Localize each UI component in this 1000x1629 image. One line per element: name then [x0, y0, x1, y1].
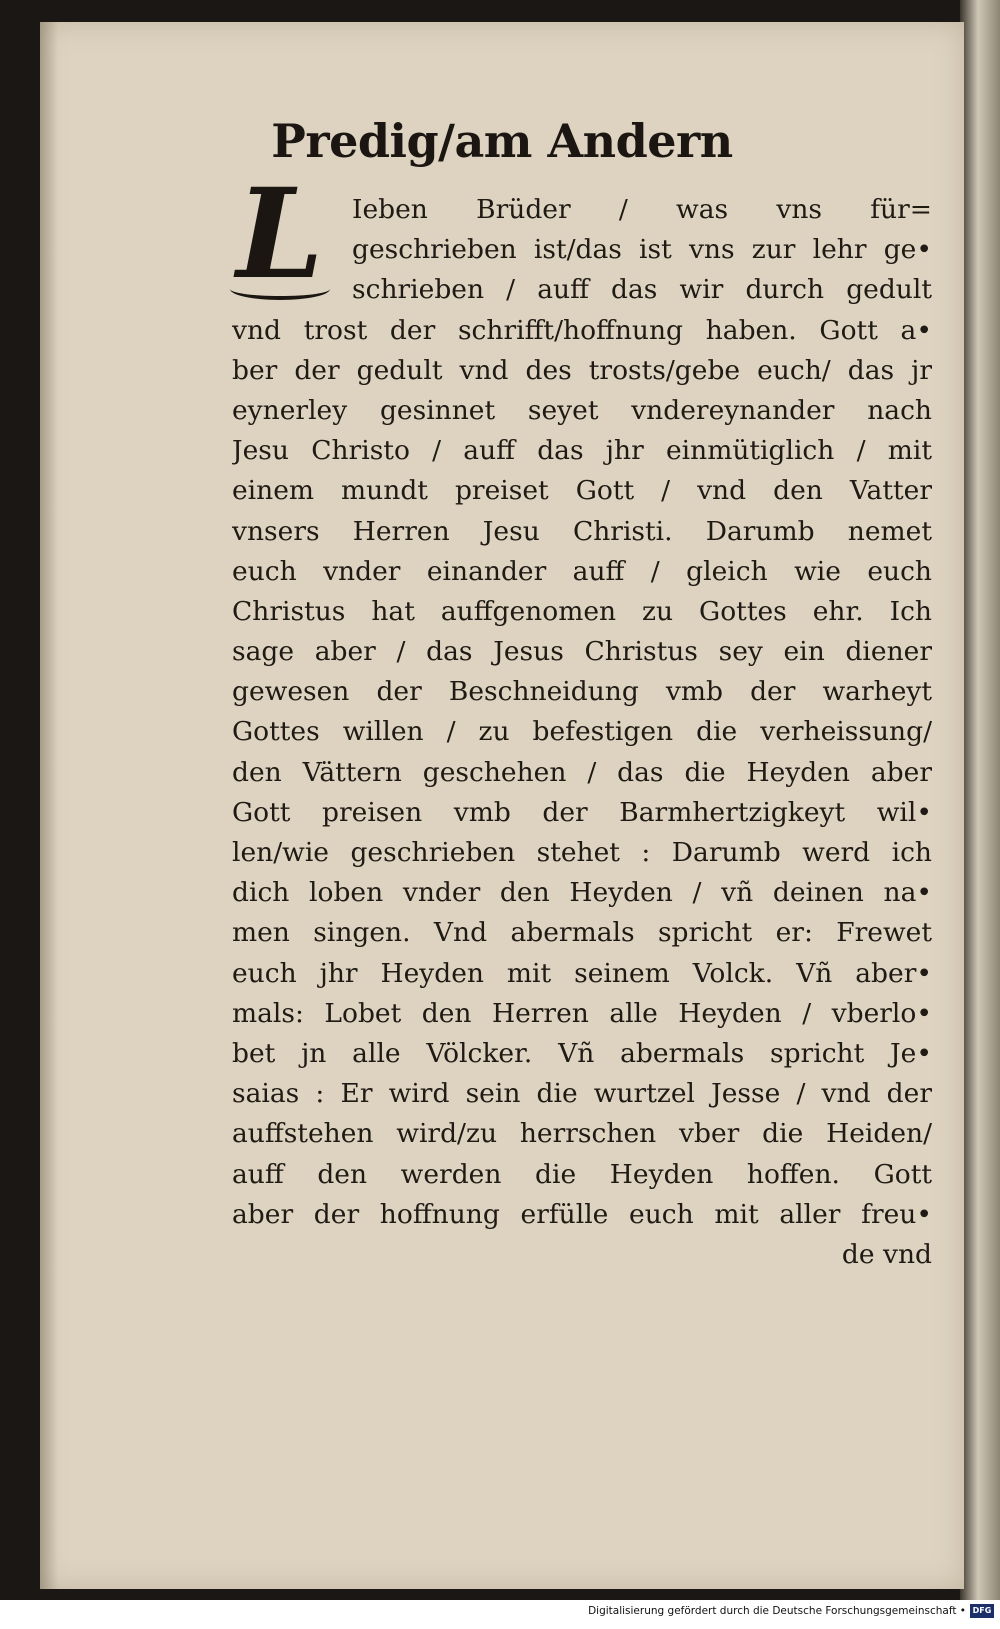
text-line: vnd trost der schrifft/hoffnung haben. Gott a• [232, 314, 932, 346]
text-line: euch vnder einander auff / gleich wie euch [232, 555, 932, 587]
text-line: Christus hat auffgenomen zu Gottes ehr. Ich [232, 595, 932, 627]
text-line: men singen. Vnd abermals spricht er: Frewet [232, 917, 932, 949]
text-line: dich loben vnder den Heyden / vñ deinen na• [232, 877, 932, 909]
text-line: Gott preisen vmb der Barmhertzigkeyt wil• [232, 796, 932, 828]
text-line: ber der gedult vnd des trosts/gebe euch/ das jr [232, 354, 932, 386]
text-line: len/wie geschrieben stehet : Darumb werd ich [232, 837, 932, 868]
body-text [232, 190, 932, 1275]
dfg-logo: DFG [970, 1604, 994, 1618]
text-line: den Vättern geschehen / das die Heyden aber [232, 756, 932, 788]
text-line: auffstehen wird/zu herrschen vber die Heiden/ [232, 1118, 932, 1150]
text-line: Gottes willen / zu befestigen die verheissung/ [232, 716, 932, 748]
text-line: eynerley gesinnet seyet vndereynander nach [232, 394, 932, 426]
text-line: Jesu Christo / auff das jhr einmütiglich / mit [232, 435, 932, 467]
text-line: euch jhr Heyden mit seinem Volck. Vñ aber• [232, 957, 932, 989]
running-head: Predig/am Andern [271, 114, 733, 168]
text-line: gewesen der Beschneidung vmb der warheyt [232, 676, 932, 708]
text-line: sage aber / das Jesus Christus sey ein diener [232, 636, 932, 668]
text-line: vnsers Herren Jesu Christi. Darumb nemet [232, 515, 932, 547]
book-page-edge [960, 0, 1000, 1600]
text-line: auff den werden die Heyden hoffen. Gott [232, 1158, 932, 1190]
text-line: saias : Er wird sein die wurtzel Jesse / vnd der [232, 1078, 932, 1110]
text-line: einem mundt preiset Gott / vnd den Vatter [232, 475, 932, 507]
text-line: Ieben Brüder / was vns für= [352, 194, 932, 225]
text-line: bet jn alle Völcker. Vñ abermals spricht Je• [232, 1037, 932, 1069]
text-line: mals: Lobet den Herren alle Heyden / vberlo• [232, 997, 932, 1029]
text-line: aber der hoffnung erfülle euch mit aller freu• [232, 1198, 932, 1230]
text-line: geschrieben ist/das ist vns zur lehr ge• [352, 234, 932, 266]
catchword-line: de vnd [841, 1238, 932, 1270]
funding-note: Digitalisierung gefördert durch die Deutsche Forschungsgemeinschaft • [588, 1605, 966, 1617]
text-line: schrieben / auff das wir durch gedult [352, 274, 932, 306]
drop-cap-initial: L [232, 176, 328, 302]
